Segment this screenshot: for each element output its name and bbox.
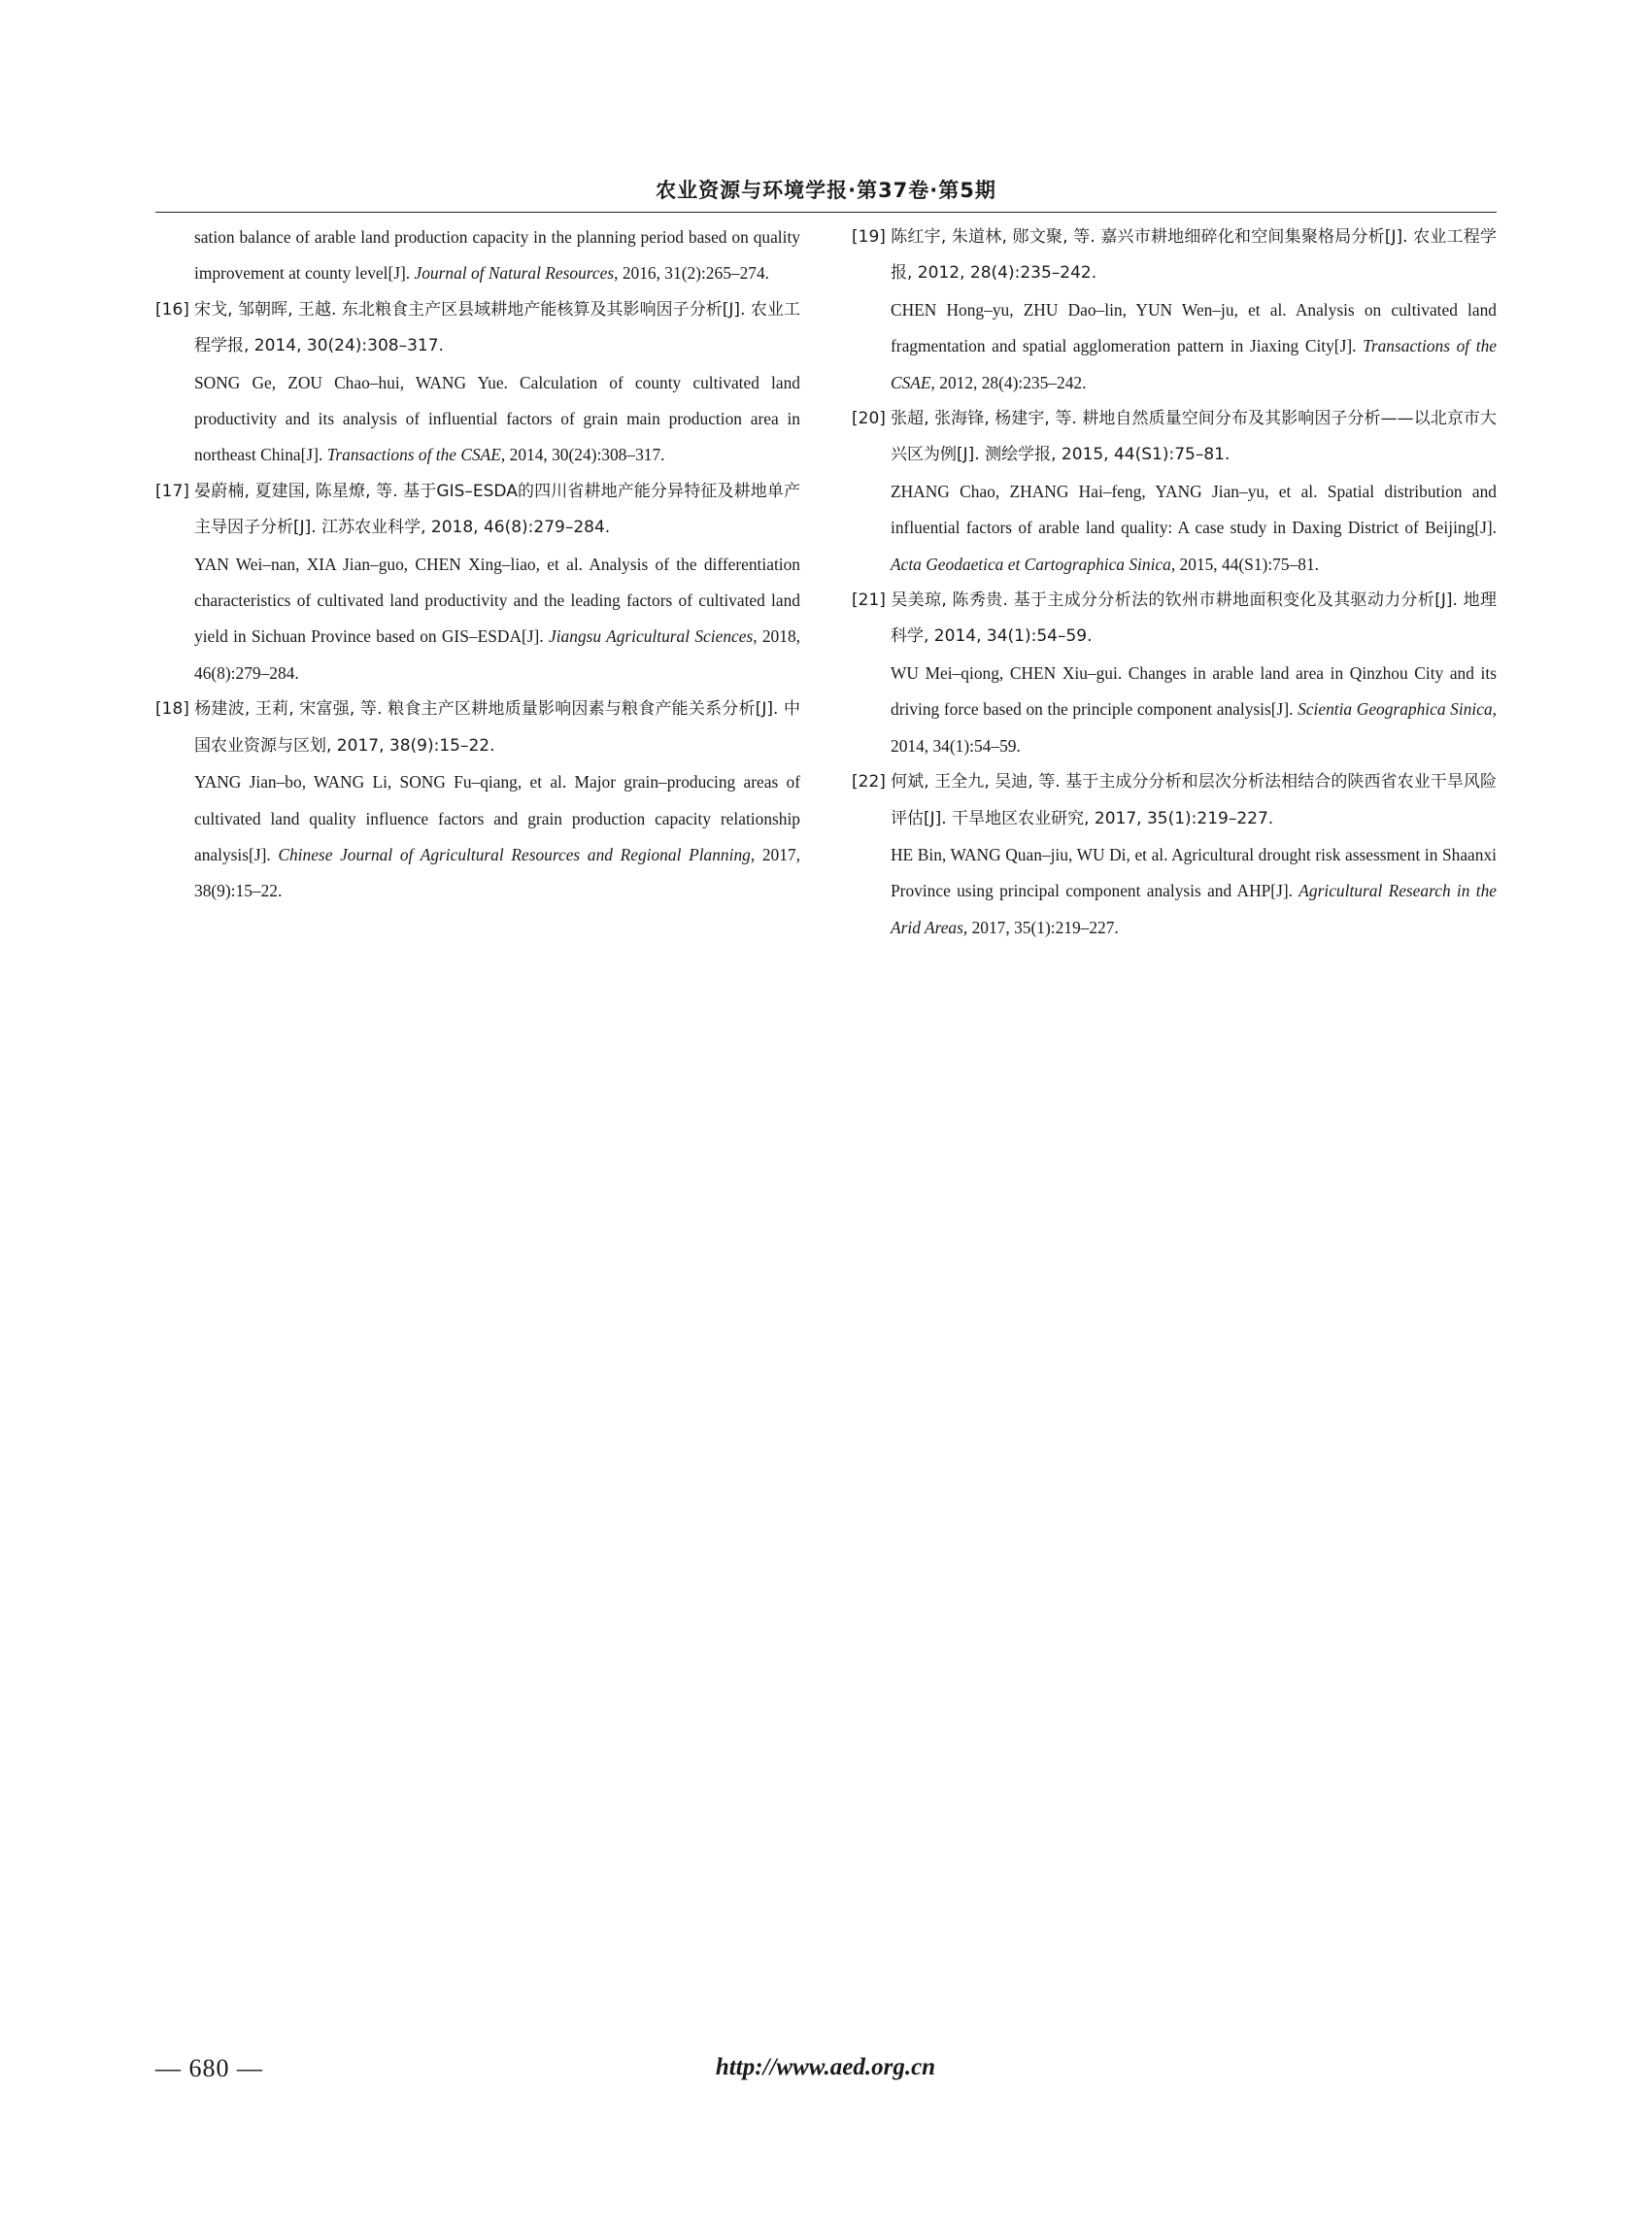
reference-english: CHEN Hong–yu, ZHU Dao–lin, YUN Wen–ju, et al. Analysis on cultivated land fragmentation and spatial agglomeration pattern in Jiaxing City[J]. Transactions of the CSAE, 2012, 28(4):235–242. xyxy=(891,299,1498,392)
journal-name: Agricultural Research in the Arid Areas xyxy=(891,881,1497,937)
reference-chinese: 张超, 张海锋, 杨建宇, 等. 耕地自然质量空间分布及其影响因子分析——以北京市大兴区为例[J]. 测绘学报, 2015, 44(S1):75–81. xyxy=(891,409,1497,465)
reference-chinese: 吴美琼, 陈秀贵. 基于主成分分析法的钦州市耕地面积变化及其驱动力分析[J]. 地理科学, 2014, 34(1):54–59. xyxy=(891,590,1497,647)
reference-number: [19] xyxy=(852,227,886,247)
journal-header: 农业资源与环境学报·第37卷·第5期 xyxy=(656,179,996,202)
reference-18 xyxy=(155,691,800,909)
reference-number: [16] xyxy=(155,299,189,320)
left-column xyxy=(155,219,800,910)
reference-english: SONG Ge, ZOU Chao–hui, WANG Yue. Calculation of county cultivated land productivity and its analysis of influential factors of grain main production area in northeast China[J]. Transactions of the CSAE, 2014, 30(24):308–317. xyxy=(194,372,800,465)
journal-name: Acta Geodaetica et Cartographica Sinica xyxy=(891,554,1171,574)
reference-number: [17] xyxy=(155,481,189,501)
reference-number: [20] xyxy=(852,409,886,429)
reference-21 xyxy=(852,583,1497,764)
journal-name: Jiangsu Agricultural Sciences xyxy=(549,626,754,647)
reference-continuation: sation balance of arable land production capacity in the planning period based on quality improvement at county level[J]. Journal of Natural Resources, 2016, 31(2):265–274. xyxy=(194,227,800,284)
reference-chinese: 陈红宇, 朱道林, 郧文聚, 等. 嘉兴市耕地细碎化和空间集聚格局分析[J]. 农业工程学报, 2012, 28(4):235–242. xyxy=(891,227,1497,284)
reference-number: [18] xyxy=(155,699,189,720)
reference-number: [21] xyxy=(852,590,886,611)
reference-19 xyxy=(852,219,1497,401)
header-rule xyxy=(155,212,1497,213)
reference-english: WU Mei–qiong, CHEN Xiu–gui. Changes in arable land area in Qinzhou City and its driving force based on the principle component analysis[J]. Scientia Geographica Sinica, 2014, 34(1):54–59. xyxy=(891,662,1497,756)
journal-name: Transactions of the CSAE xyxy=(891,336,1498,392)
reference-english: HE Bin, WANG Quan–jiu, WU Di, et al. Agricultural drought risk assessment in Shaanxi Province using principal component analysis and AHP[J]. Agricultural Research in the Arid Areas, 2017, 35(1):219–227. xyxy=(891,844,1497,937)
journal-url: http://www.aed.org.cn xyxy=(715,2054,936,2080)
reference-english: YANG Jian–bo, WANG Li, SONG Fu–qiang, et al. Major grain–producing areas of cultivated land quality influence factors and grain production capacity relationship analysis[J]. Chinese Journal of Agricultural Resources and Regional Planning, 2017, 38(9):15–22. xyxy=(194,772,800,901)
journal-name: Journal of Natural Resources xyxy=(414,263,615,284)
reference-number: [22] xyxy=(852,772,886,793)
reference-17 xyxy=(155,474,800,691)
right-column xyxy=(852,219,1497,946)
journal-name: Scientia Geographica Sinica xyxy=(1298,699,1493,720)
reference-chinese: 宋戈, 邹朝晖, 王越. 东北粮食主产区县域耕地产能核算及其影响因子分析[J]. 农业工程学报, 2014, 30(24):308–317. xyxy=(194,299,800,356)
journal-name: Chinese Journal of Agricultural Resources and Regional Planning xyxy=(278,844,751,864)
reference-chinese: 晏蔚楠, 夏建国, 陈星燎, 等. 基于GIS–ESDA的四川省耕地产能分异特征及耕地单产主导因子分析[J]. 江苏农业科学, 2018, 46(8):279–284. xyxy=(194,481,800,538)
reference-english: ZHANG Chao, ZHANG Hai–feng, YANG Jian–yu, et al. Spatial distribution and influential factors of arable land quality: A case study in Daxing District of Beijing[J]. Acta Geodaetica et Cartographica Sinica, 2015, 44(S1):75–81. xyxy=(891,481,1497,574)
reference-22 xyxy=(852,764,1497,946)
reference-english: YAN Wei–nan, XIA Jian–guo, CHEN Xing–liao, et al. Analysis of the differentiation characteristics of cultivated land productivity and the leading factors of cultivated land yield in Sichuan Province based on GIS–ESDA[J]. Jiangsu Agricultural Sciences, 2018, 46(8):279–284. xyxy=(194,554,800,683)
journal-name: Transactions of the CSAE xyxy=(326,445,501,465)
reference-20 xyxy=(852,401,1497,583)
reference-chinese: 何斌, 王全九, 吴迪, 等. 基于主成分分析和层次分析法相结合的陕西省农业干旱风险评估[J]. 干旱地区农业研究, 2017, 35(1):219–227. xyxy=(891,772,1497,828)
reference-16 xyxy=(155,292,800,474)
page-number: — 680 — xyxy=(155,2054,263,2082)
reference-chinese: 杨建波, 王莉, 宋富强, 等. 粮食主产区耕地质量影响因素与粮食产能关系分析[J]. 中国农业资源与区划, 2017, 38(9):15–22. xyxy=(194,699,800,756)
